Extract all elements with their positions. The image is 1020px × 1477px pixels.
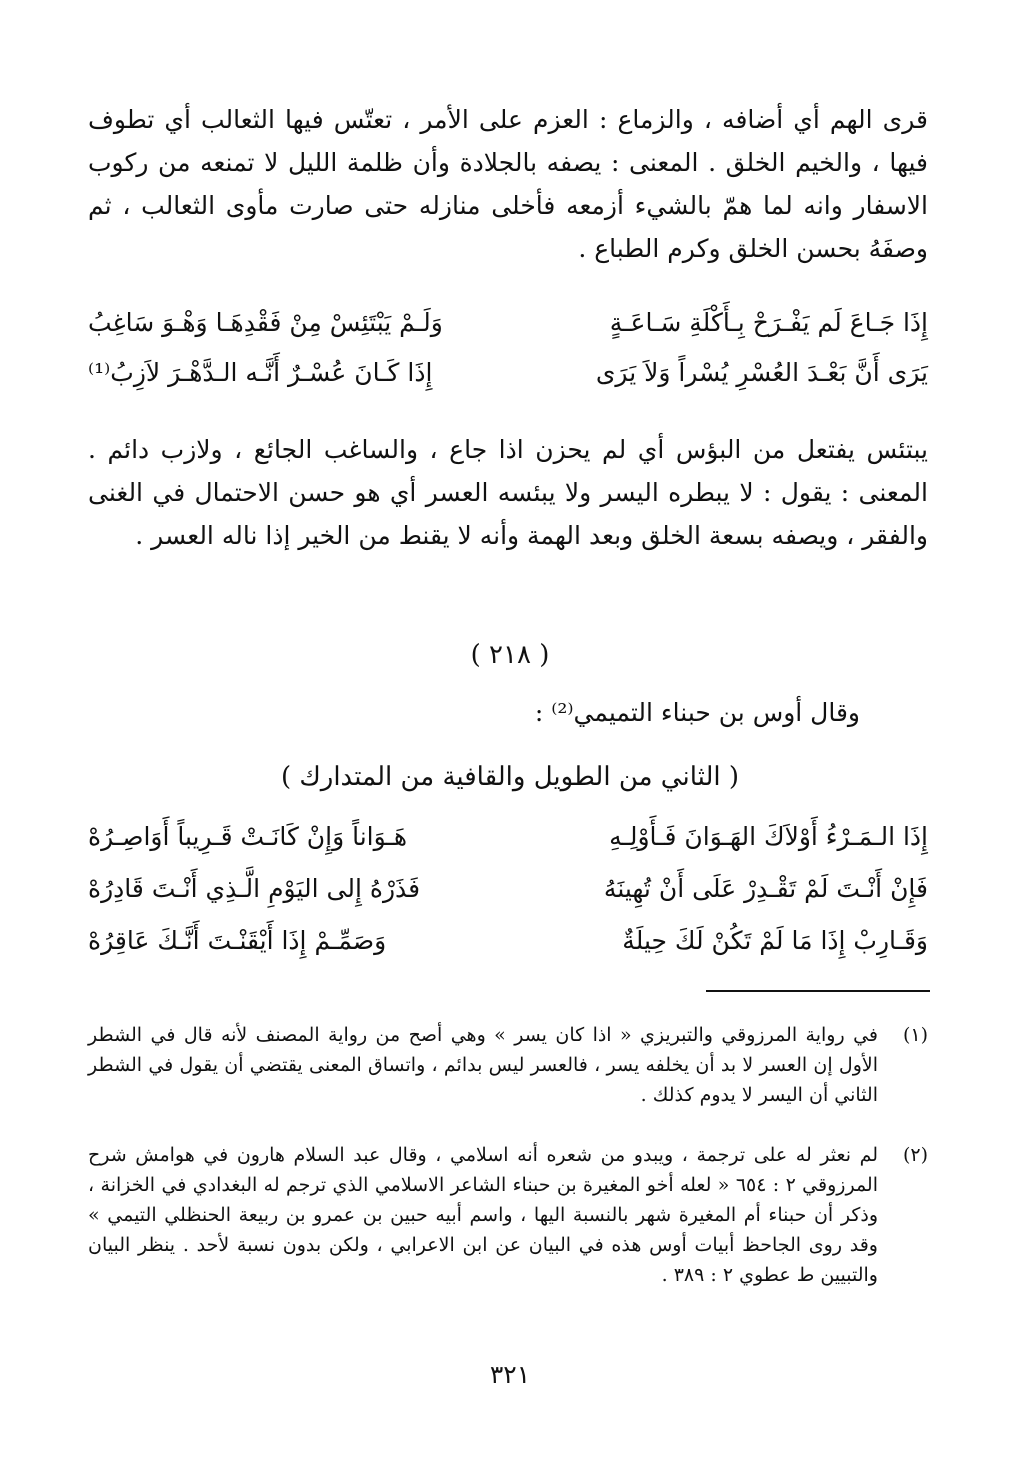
- footnote-number: (١): [902, 1024, 928, 1046]
- verse-line: [88, 308, 928, 348]
- verse-second-hemistich: فَذَرْهُ إِلى اليَوْمِ الَّـذِي أَنْـتَ قَادِرُهْ: [88, 874, 421, 903]
- verse-first-hemistich: وَقَـارِبْ إِذَا مَا لَمْ تَكُنْ لَكَ حِيلَةٌ: [622, 926, 928, 955]
- verse-line: [88, 874, 928, 914]
- verse-second-hemistich: وَلَـمْ يَبْتَئِسْ مِنْ فَقْدِهَـا وَهْـوَ سَاغِبُ: [88, 308, 443, 337]
- verse-first-hemistich: إِذَا جَـاعَ لَم يَفْـرَحْ بِـأَكْلَةِ سَـاعَـةٍ: [609, 308, 928, 337]
- footnote: [88, 1140, 928, 1290]
- verse-second-hemistich: وَصَمِّـمْ إِذَا أَيْقَنْـتَ أَنَّـكَ عَاقِرُهْ: [88, 926, 387, 955]
- verse-first-hemistich: إِذَا الـمَـرْءُ أَوْلاَكَ الهَـوَانَ فَـأَوْلِـهِ: [609, 822, 928, 851]
- page-number: ٣٢١: [489, 1360, 531, 1389]
- verse-second-hemistich: هَـوَاناً وَإِنْ كَانَـتْ قَـرِيباً أَوَاصِـرُهْ: [88, 822, 408, 851]
- footnote-text: لم نعثر له على ترجمة ، ويبدو من شعره أنه اسلامي ، وقال عبد السلام هارون في هوامش شرح المرزوقي ٢ : ٦٥٤ « لعله أخو المغيرة بن حبناء الشاعر الاسلامي الذي ترجم له البغدادي في الخزانة ، وذكر أن حبناء أم المغيرة شهر بالنسبة اليها ، واسم أبيه حبين بن عمرو بن ربيعة الحنظلي التيمي » وقد روى الجاحظ أبيات أوس هذه في البيان عن ابن الاعرابي ، ولكن بدون نسبة لأحد . ينظر البيان والتبيين ط عطوي ٢ : ٣٨٩ .: [88, 1144, 878, 1286]
- poem-intro: وقال أوس بن حبناء التميمي⁽²⁾ :: [534, 698, 860, 727]
- footnote-text: في رواية المرزوقي والتبريزي « اذا كان يسر » وهي أصح من رواية المصنف لأنه قال في الشطر الأول إن العسر لا بد أن يخلفه يسر ، فالعسر ليس بدائم ، واتساق المعنى يقتضي أن يقول في الشطر الثاني أن اليسر لا يدوم كذلك .: [88, 1024, 878, 1106]
- footnote-number: (٢): [902, 1144, 928, 1166]
- verse-line: [88, 822, 928, 862]
- poem-number: ( ٢١٨ ): [470, 640, 550, 670]
- commentary-paragraph: قرى الهم أي أضافه ، والزماع : العزم على الأمر ، تعتّس فيها الثعالب أي تطوف فيها ، والخيم الخلق . المعنى : يصفه بالجلادة وأن ظلمة الليل لا تمنعه من ركوب الاسفار وانه لما همّ بالشيء أزمعه فأخلى منازله حتى صارت مأوى الثعالب ، ثم وصفَهُ بحسن الخلق وكرم الطباع .: [88, 105, 928, 263]
- verse-line: [88, 926, 928, 966]
- footnote: [88, 1020, 928, 1110]
- footnote-separator: [706, 990, 930, 992]
- verse-first-hemistich: يَرَى أَنَّ بَعْـدَ العُسْرِ يُسْراً وَلاَ يَرَى: [595, 358, 928, 387]
- verse-second-hemistich: إِذَا كَـانَ عُسْـرٌ أَنَّـه الـدَّهْـرَ لاَزِبُ⁽¹⁾: [88, 358, 433, 387]
- verse-line: [88, 358, 928, 398]
- commentary-paragraph: يبتئس يفتعل من البؤس أي لم يحزن اذا جاع ، والساغب الجائع ، ولازب دائم . المعنى : يقول : لا يبطره اليسر ولا يبئسه العسر أي هو حسن الاحتمال في الغنى والفقر ، ويصفه بسعة الخلق وبعد الهمة وأنه لا يقنط من الخير إذا ناله العسر .: [88, 435, 928, 550]
- meter-heading: ( الثاني من الطويل والقافية من المتدارك ): [280, 762, 740, 792]
- verse-first-hemistich: فَإِنْ أَنْـتَ لَمْ تَقْـدِرْ عَلَى أَنْ تُهِينَهُ: [603, 874, 928, 903]
